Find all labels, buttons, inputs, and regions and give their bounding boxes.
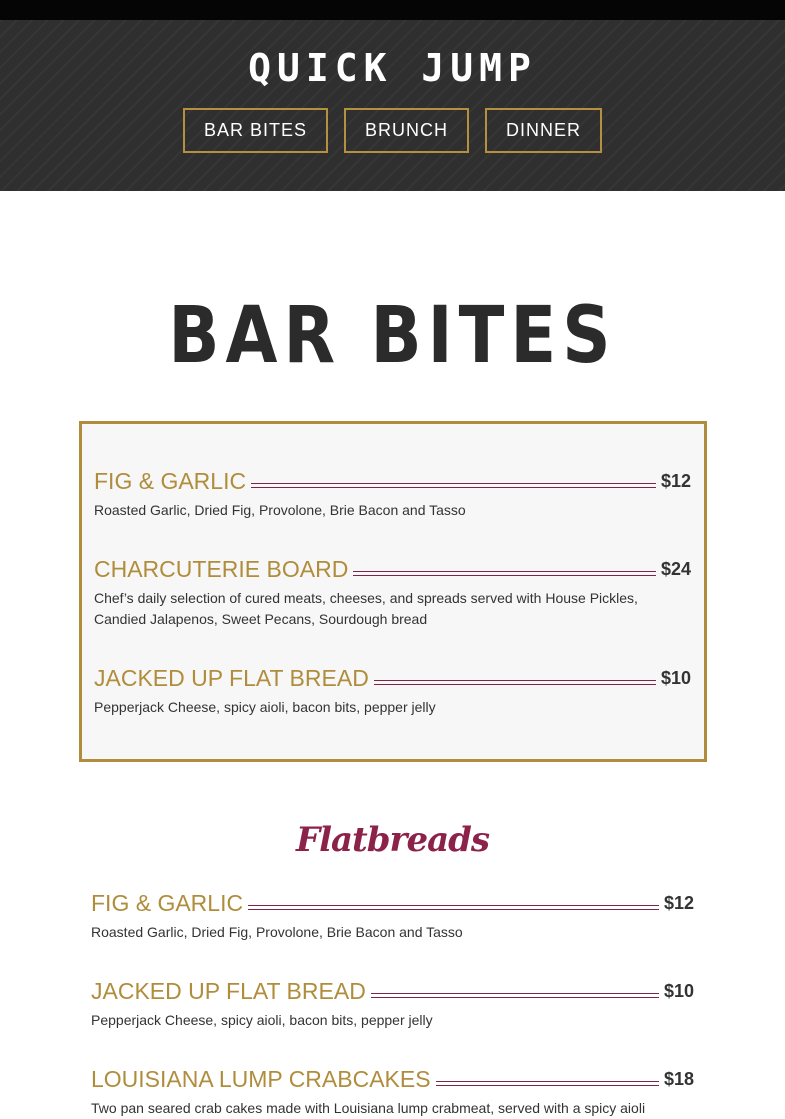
item-divider — [371, 993, 659, 998]
jump-dinner-button[interactable]: DINNER — [485, 108, 602, 153]
item-name: LOUISIANA LUMP CRABCAKES — [91, 1066, 431, 1092]
item-divider — [374, 680, 656, 685]
menu-item — [91, 976, 694, 1031]
item-price: $10 — [663, 981, 694, 1001]
quick-jump-title: QUICK JUMP — [248, 46, 537, 90]
item-name: JACKED UP FLAT BREAD — [94, 665, 369, 691]
item-description: Two pan seared crab cakes made with Louisiana lump crabmeat, served with a spicy aioli — [91, 1100, 646, 1116]
quick-jump-buttons — [0, 108, 785, 153]
item-divider — [436, 1081, 659, 1086]
item-description: Pepperjack Cheese, spicy aioli, bacon bits, pepper jelly — [94, 699, 436, 715]
item-description: Chef’s daily selection of cured meats, cheeses, and spreads served with House Pickles, Candied Jalapenos, Sweet Pecans, Sourdough bread — [94, 590, 638, 627]
item-price: $12 — [663, 893, 694, 913]
item-divider — [251, 483, 656, 488]
item-divider — [248, 905, 659, 910]
item-description: Roasted Garlic, Dried Fig, Provolone, Brie Bacon and Tasso — [94, 502, 466, 518]
jump-bar-bites-button[interactable]: BAR BITES — [183, 108, 328, 153]
item-name: FIG & GARLIC — [91, 890, 244, 916]
item-price: $10 — [660, 668, 691, 688]
item-price: $24 — [660, 559, 691, 579]
jump-brunch-button[interactable]: BRUNCH — [344, 108, 469, 153]
menu-item — [91, 888, 694, 943]
menu-item — [91, 1064, 694, 1119]
item-name: CHARCUTERIE BOARD — [94, 556, 349, 582]
quick-jump-banner — [0, 20, 785, 191]
menu-item — [94, 554, 691, 630]
bar-bites-menu-box — [79, 421, 707, 762]
item-price: $12 — [660, 471, 691, 491]
item-divider — [353, 571, 656, 576]
item-description: Roasted Garlic, Dried Fig, Provolone, Brie Bacon and Tasso — [91, 924, 463, 940]
item-name: FIG & GARLIC — [94, 468, 247, 494]
item-price: $18 — [663, 1069, 694, 1089]
menu-item — [94, 466, 691, 521]
item-description: Pepperjack Cheese, spicy aioli, bacon bits, pepper jelly — [91, 1012, 433, 1028]
flatbreads-heading: Flatbreads — [295, 820, 490, 860]
menu-item — [94, 663, 691, 718]
section-title: BAR BITES — [168, 291, 617, 381]
item-name: JACKED UP FLAT BREAD — [91, 978, 366, 1004]
top-strip — [0, 0, 785, 20]
